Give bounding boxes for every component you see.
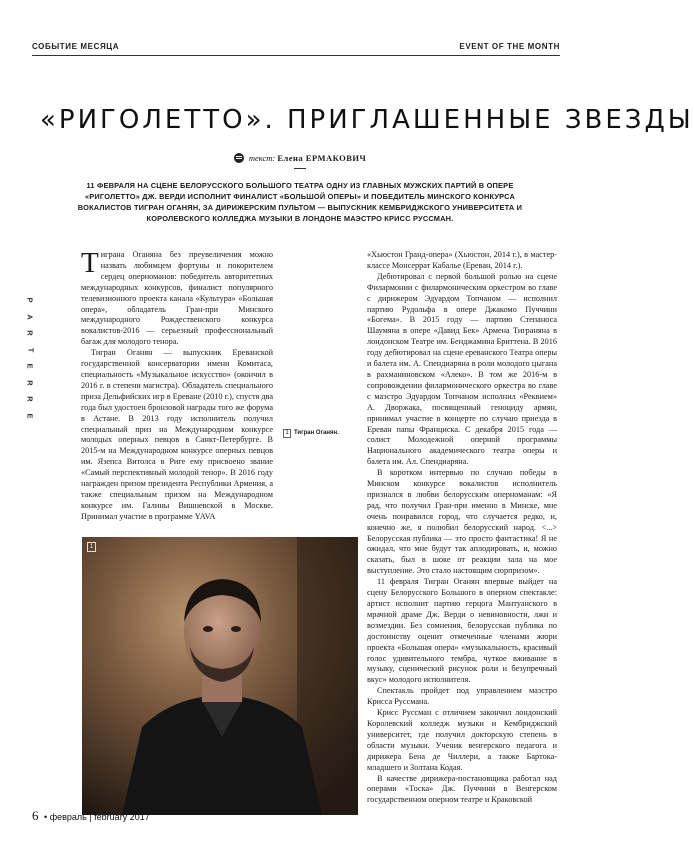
- author-label: текст:: [248, 153, 276, 163]
- header-rule: [32, 55, 560, 56]
- portrait-photo: [82, 537, 358, 815]
- text-column-right: [367, 250, 557, 806]
- text-column-left: [81, 247, 273, 523]
- sidebar-letter: R: [25, 396, 35, 402]
- sidebar-letter: T: [26, 347, 35, 352]
- caption-text: Тигран Оганян.: [294, 430, 339, 436]
- title-divider: [294, 168, 306, 169]
- page-footer: [32, 808, 150, 824]
- paragraph: Дебютировал с первой большой ролью на сцене Филармонии с филармоническим оркестром во главе с дирижером Эдуардом Топчаном — исполнил партию Рудольфа в опере Джакомо Пуччини «Богема». В 2015 году — партию Степаноса Шаумяна в опере «Давид Бек» Армена Тиграняна в лондонском Театре им. Бенджамина Бриттена. В 2016 году дебютировал на сцене ереванского Театра оперы и балета им. А. Спендиаряна в роли молодого цыгана в рахманиновском «Алеко». В том же 2016-м в сопровождении филармонического оркестра во главе с маэстро Эдуардом Топчаном исполнил «Реквием» А. Дворжака, посвященный геноциду армян, принимал участие в концерте по случаю приезда в Ереван папы Франциска. С декабря 2015 года — солист Молодежной оперной программы Национального академического театра оперы и балета им. Ал. Спендиаряна.: [367, 271, 557, 467]
- portrait-illustration: [82, 537, 358, 815]
- caption-number: 1: [283, 429, 291, 438]
- drop-cap: Т: [81, 247, 99, 279]
- paragraph: Крисс Руссман с отличием закончил лондонский Королевский колледж музыки и Кембриджский университет, где получил докторскую степень в области музыки. Ученик венгерского педагога и дирижера Бена де Чиллери, а также Бартока-младшего и Золтана Кодая.: [367, 708, 557, 772]
- sidebar-letter: P: [25, 297, 35, 303]
- paragraph-text: играна Оганяна без преувеличения можно назвать любимцем фортуны и покорителем сердец оперноманов: победитель авторитетных международных конкурсов, финалист популярного телевизионного проекта канала «Культура» «Большая опера», обладатель Гран-при Минского международного Рождественского конкурса вокалистов-2016 — серьезный профессиональный багаж для молодого тенора.: [81, 250, 273, 347]
- paragraph: [81, 247, 273, 348]
- sidebar-letter: R: [25, 379, 35, 386]
- sidebar-letter: A: [25, 313, 35, 320]
- article-title: «РИГОЛЕТТО». ПРИГЛАШЕННЫЕ ЗВЕЗДЫ: [40, 105, 694, 136]
- footer-bullet: •: [44, 812, 48, 822]
- photo-number-badge: 1: [87, 542, 96, 552]
- section-label-ru: СОБЫТИЕ МЕСЯЦА: [32, 42, 120, 51]
- paragraph: 11 февраля Тигран Оганян впервые выйдет на сцену Белорусского Большого в оперном спектакле: артист исполнит партию герцога Мантуанского в мрачной драме Дж. Верди о невиновности, лжи и возмездии. Без сомнения, белорусская публика по достоинству оценит отмеченные членами жюри проекта «Большая опера» «музыкальность, красивый голос удивительного тембра, чуткое вживание в музыку, сценический рисунок роли и безупречный вкус» молодого исполнителя.: [367, 577, 557, 685]
- paragraph: В коротком интервью по случаю победы в Минском конкурсе вокалистов исполнитель признался в любви белорусским оперноманам: «Я рад, что получил Гран-при именно в Минске, мне очень понравился город, что случается редко, и, конечно же, я полюбил белорусский народ. <...> Белорусская публика — это просто фантастика! Я не ожидал, что мне будут так аплодировать, и, можно сказать, был в шоке от реакции зала на мое выступление. Это стало настоящим сюрпризом».: [367, 468, 557, 576]
- photo-caption: [283, 429, 339, 438]
- section-label-en: EVENT OF THE MONTH: [459, 42, 560, 51]
- sidebar-letter: E: [25, 412, 35, 419]
- page-number: 6: [32, 808, 39, 823]
- text-icon: [234, 153, 244, 163]
- paragraph: «Хьюстон Гранд-опера» (Хьюстон, 2014 г.), в мастер-классе Монсеррат Кабалье (Ереван, 2014 г.).: [367, 250, 557, 270]
- paragraph: Спектакль пройдет под управлением маэстро Крисса Руссмана.: [367, 686, 557, 707]
- author-name: Елена ЕРМАКОВИЧ: [277, 153, 367, 163]
- sidebar-letter: E: [25, 363, 35, 369]
- author-line: [0, 153, 600, 163]
- sidebar-letter: R: [25, 330, 35, 336]
- sidebar-parterre: [24, 296, 36, 420]
- issue-date: февраль | february 2017: [49, 812, 150, 822]
- lead-paragraph: 11 ФЕВРАЛЯ НА СЦЕНЕ БЕЛОРУССКОГО БОЛЬШОГО ТЕАТРА ОДНУ ИЗ ГЛАВНЫХ МУЖСКИХ ПАРТИЙ В ОПЕРЕ «РИГОЛЕТТО» ДЖ. ВЕРДИ ИСПОЛНИТ ФИНАЛИСТ «БОЛЬШОЙ ОПЕРЫ» И ПОБЕДИТЕЛЬ МИНСКОГО КОНКУРСА ВОКАЛИСТОВ ТИГРАН ОГАНЯН, ЗА ДИРИЖЕРСКИМ ПУЛЬТОМ — ВЫПУСКНИК КЕМБРИДЖСКОГО УНИВЕРСИТЕТА И КОРОЛЕВСКОГО КОЛЛЕДЖА МУЗЫКИ В ЛОНДОНЕ МАЭСТРО КРИСС РУССМАН.: [77, 181, 523, 223]
- paragraph: В качестве дирижера-постановщика работал над операми «Тоска» Дж. Пуччини в Венгерском государственном оперном театре и Краковской: [367, 773, 557, 805]
- paragraph: Тигран Оганян — выпускник Ереванской государственной консерватории имени Комитаса, специальность «Музыкальное искусство» (окончил в 2016 г. в степени магистра). Обладатель специального приза Дельфийских игр в Ереване (2010 г.), спустя два года был удостоен бронзовой награды того же форума в Астане. В 2013 году исполнитель получил специальный приз на Международном конкурсе молодых оперных певцов в Санкт-Петербурге. В 2015-м на Международном конкурсе оперных певцов им. Язепса Витолса в Риге ему присвоено звание «Самый перспективный молодой тенор». В 2016 году награжден призом президента Республики Армения, а также специальным призом на Международном конкурсе им. Галины Вишневской в Москве. Принимал участие в программе YAVA: [81, 348, 273, 521]
